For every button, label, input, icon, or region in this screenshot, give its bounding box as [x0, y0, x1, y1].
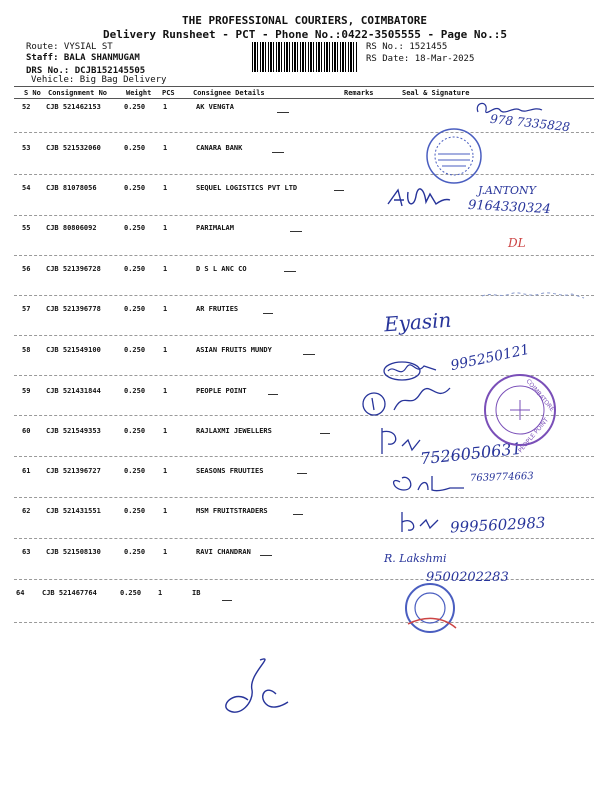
handwritten-phone-61: 7639774663	[469, 470, 534, 485]
row-61-pcs: 1	[163, 467, 168, 475]
staff-label: Staff: BALA SHANMUGAM	[26, 53, 140, 63]
barcode	[252, 42, 358, 72]
row-59-pcs: 1	[163, 387, 168, 395]
row-61-consignee: SEASONS FRUUTIES	[196, 467, 264, 475]
row-56-consignment: CJB 521396728	[46, 265, 101, 273]
row-56-mark	[284, 271, 296, 272]
col-weight: Weight	[126, 89, 152, 97]
col-sno: S No	[24, 89, 41, 97]
row-53-divider	[14, 174, 594, 175]
row-54-mark	[334, 190, 344, 191]
row-64-pcs: 1	[158, 589, 163, 597]
row-55-divider	[14, 255, 594, 256]
rs-date: RS Date: 18-Mar-2025	[366, 54, 475, 64]
row-61-consignment: CJB 521396727	[46, 467, 101, 475]
row-59-consignment: CJB 521431844	[46, 387, 101, 395]
row-52-mark	[277, 112, 289, 113]
row-63-pcs: 1	[163, 548, 168, 556]
row-59-mark	[268, 394, 278, 395]
signature-59	[360, 380, 460, 420]
row-62-consignment: CJB 521431551	[46, 507, 101, 515]
row-53-consignee: CANARA BANK	[196, 144, 243, 152]
handwritten-phone-62: 9995602983	[449, 513, 546, 537]
row-54-pcs: 1	[163, 184, 168, 192]
row-63-weight: 0.250	[124, 548, 146, 556]
row-52-consignee: AK VENGTA	[196, 103, 234, 111]
row-56-consignee: D S L ANC CO	[196, 265, 247, 273]
row-55-weight: 0.250	[124, 224, 146, 232]
signature-61	[388, 470, 468, 500]
handwritten-name-57: Eyasin	[383, 307, 453, 337]
row-56-weight: 0.250	[124, 265, 146, 273]
handwritten-name-54: J.ANTONY	[478, 184, 536, 197]
row-64-sno: 64	[16, 589, 25, 597]
bank-stamp-64	[394, 580, 474, 640]
row-62-divider	[14, 538, 594, 539]
row-59-weight: 0.250	[124, 387, 146, 395]
row-62-sno: 62	[22, 507, 31, 515]
row-57-weight: 0.250	[124, 305, 146, 313]
row-60-pcs: 1	[163, 427, 168, 435]
row-57-pcs: 1	[163, 305, 168, 313]
row-57-consignee: AR FRUTIES	[196, 305, 239, 313]
row-60-sno: 60	[22, 427, 31, 435]
handwritten-phone-63: 9500202283	[426, 570, 509, 585]
row-61-mark	[297, 473, 307, 474]
row-59-consignee: PEOPLE POINT	[196, 387, 247, 395]
row-53-sno: 53	[22, 144, 31, 152]
row-62-consignee: MSM FRUITSTRADERS	[196, 507, 268, 515]
handwritten-phone-54: 9164330324	[467, 197, 552, 218]
row-64-consignment: CJB 521467764	[42, 589, 97, 597]
row-62-pcs: 1	[163, 507, 168, 515]
signature-62	[396, 508, 446, 536]
vehicle-label: Vehicle: Big Bag Delivery	[31, 75, 167, 85]
row-58-pcs: 1	[163, 346, 168, 354]
row-63-consignee: RAVI CHANDRAN	[196, 548, 251, 556]
row-54-weight: 0.250	[124, 184, 146, 192]
header-top-rule	[14, 86, 594, 87]
row-58-sno: 58	[22, 346, 31, 354]
row-54-divider	[14, 215, 594, 216]
row-60-consignment: CJB 521549353	[46, 427, 101, 435]
row-62-mark	[293, 514, 303, 515]
col-pcs: PCS	[162, 89, 175, 97]
row-60-weight: 0.250	[124, 427, 146, 435]
row-53-pcs: 1	[163, 144, 168, 152]
row-55-consignment: CJB 80806092	[46, 224, 97, 232]
stamp-coimbatore-text: COIMBATORE	[524, 377, 556, 414]
row-54-consignee: SEQUEL LOGISTICS PVT LTD	[196, 184, 298, 192]
row-62-weight: 0.250	[124, 507, 146, 515]
row-55-consignee: PARIMALAM	[196, 224, 234, 232]
row-55-pcs: 1	[163, 224, 168, 232]
row-64-divider	[14, 622, 594, 623]
col-signature: Seal & Signature	[402, 89, 470, 97]
row-61-weight: 0.250	[124, 467, 146, 475]
row-63-sno: 63	[22, 548, 31, 556]
stamp-people-point-text: PEOPLE POINT	[517, 416, 551, 455]
col-consignment: Consignment No	[48, 89, 108, 97]
handwritten-name-63: R. Lakshmi	[384, 552, 447, 565]
signature-60	[378, 422, 428, 458]
row-57-divider	[14, 335, 594, 336]
row-52-consignment: CJB 521462153	[46, 103, 101, 111]
row-57-consignment: CJB 521396778	[46, 305, 101, 313]
row-61-divider	[14, 497, 594, 498]
row-56-pcs: 1	[163, 265, 168, 273]
row-53-mark	[272, 152, 284, 153]
row-60-consignee: RAJLAXMI JEWELLERS	[196, 427, 272, 435]
bottom-signature	[218, 650, 298, 730]
row-61-sno: 61	[22, 467, 31, 475]
bank-seal-53	[414, 126, 494, 186]
handwritten-phone-60: 7526050631	[419, 438, 523, 469]
row-60-mark	[320, 433, 330, 434]
row-58-consignment: CJB 521549100	[46, 346, 101, 354]
signature-52	[470, 98, 550, 122]
faint-signature-56	[480, 288, 590, 302]
runsheet-subtitle: Delivery Runsheet - PCT - Phone No.:0422-3505555 - Page No.:5	[103, 28, 507, 41]
rs-number: RS No.: 1521455	[366, 42, 448, 52]
row-63-consignment: CJB 521508130	[46, 548, 101, 556]
row-58-consignee: ASIAN FRUITS MUNDY	[196, 346, 272, 354]
row-64-mark	[222, 600, 232, 601]
row-53-weight: 0.250	[124, 144, 146, 152]
handwritten-phone-58: 995250121	[449, 341, 531, 375]
row-63-mark	[260, 555, 272, 556]
row-55-mark	[290, 231, 302, 232]
col-consignee: Consignee Details	[193, 89, 265, 97]
row-64-consignee: IB	[192, 589, 201, 597]
row-54-sno: 54	[22, 184, 31, 192]
drs-number: DRS No.: DCJB152145505	[26, 66, 146, 76]
row-57-mark	[263, 313, 273, 314]
row-54-consignment: CJB 81078056	[46, 184, 97, 192]
row-55-sno: 55	[22, 224, 31, 232]
row-64-weight: 0.250	[120, 589, 142, 597]
row-52-weight: 0.250	[124, 103, 146, 111]
row-52-pcs: 1	[163, 103, 168, 111]
row-53-consignment: CJB 521532060	[46, 144, 101, 152]
col-remarks: Remarks	[344, 89, 374, 97]
company-title: THE PROFESSIONAL COURIERS, COIMBATORE	[182, 14, 428, 27]
handwritten-dl-55: DL	[508, 236, 526, 250]
row-56-sno: 56	[22, 265, 31, 273]
row-52-divider	[14, 132, 594, 133]
handwritten-phone-52: 978 7335828	[489, 111, 571, 135]
route-label: Route: VYSIAL ST	[26, 42, 113, 52]
row-58-mark	[303, 354, 315, 355]
row-57-sno: 57	[22, 305, 31, 313]
row-58-weight: 0.250	[124, 346, 146, 354]
signature-54	[384, 184, 454, 216]
row-59-sno: 59	[22, 387, 31, 395]
row-52-sno: 52	[22, 103, 31, 111]
